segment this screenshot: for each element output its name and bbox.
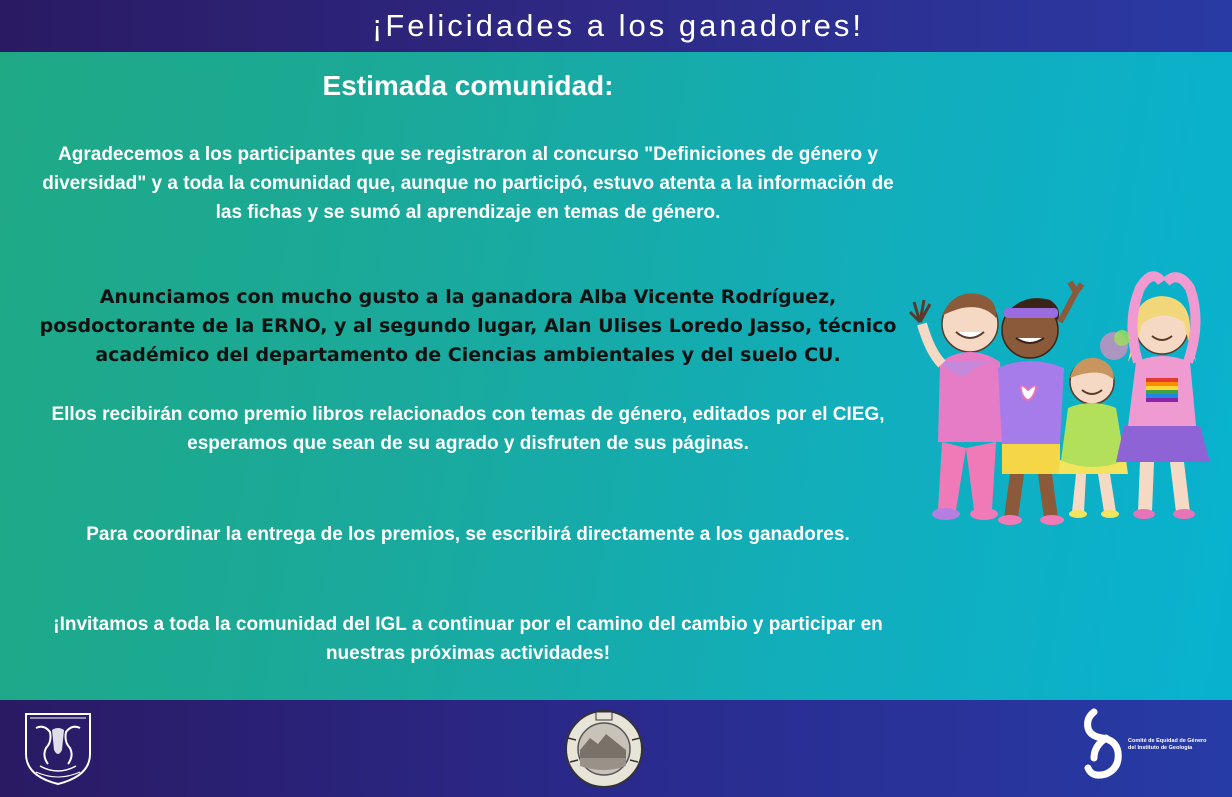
paragraph-prizes: Ellos recibirán como premio libros relacionados con temas de género, editados por el CIEG, esperamos que sean de su agrado y disfruten de sus páginas. [51, 404, 885, 454]
footer-bar [0, 700, 1232, 797]
paragraph-delivery: Para coordinar la entrega de los premios, se escribirá directamente a los ganadores. [86, 524, 850, 545]
main-content [0, 52, 1232, 700]
rainbow-flag-icon [1146, 378, 1178, 402]
paragraph-thanks: Agradecemos a los participantes que se registraron al concurso "Definiciones de género y diversidad" y a toda la comunidad que, aunque no participó, estuvo atenta a la información de las fichas y se sumó al aprendizaje en temas de género. [42, 144, 894, 223]
paragraph-invitation: ¡Invitamos a toda la comunidad del IGL a continuar por el camino del cambio y participar en nuestras próximas actividades! [53, 614, 883, 664]
unam-crest-icon [22, 710, 94, 786]
header-bar [0, 0, 1232, 52]
child-small-figure [1058, 358, 1128, 512]
children-illustration [900, 212, 1220, 542]
greeting-heading: Estimada comunidad: [322, 70, 614, 101]
child-right-figure [1100, 276, 1210, 512]
child-left-figure [910, 293, 1004, 510]
child-middle-figure [998, 282, 1082, 518]
paragraph-winners: Anunciamos con mucho gusto a la ganadora Alba Vicente Rodríguez, posdoctorante de la ERNO, y al segundo lugar, Alan Ulises Loredo Jasso, técnico académico del departamento de Ciencias ambientales y del suelo CU. [39, 286, 897, 366]
igl-seal-icon [562, 708, 646, 790]
comite-logo-icon [1084, 706, 1128, 782]
comite-name-text: Comité de Equidad de Género del Instituto de Geología [1128, 738, 1207, 751]
page-title: ¡Felicidades a los ganadores! [372, 8, 864, 43]
